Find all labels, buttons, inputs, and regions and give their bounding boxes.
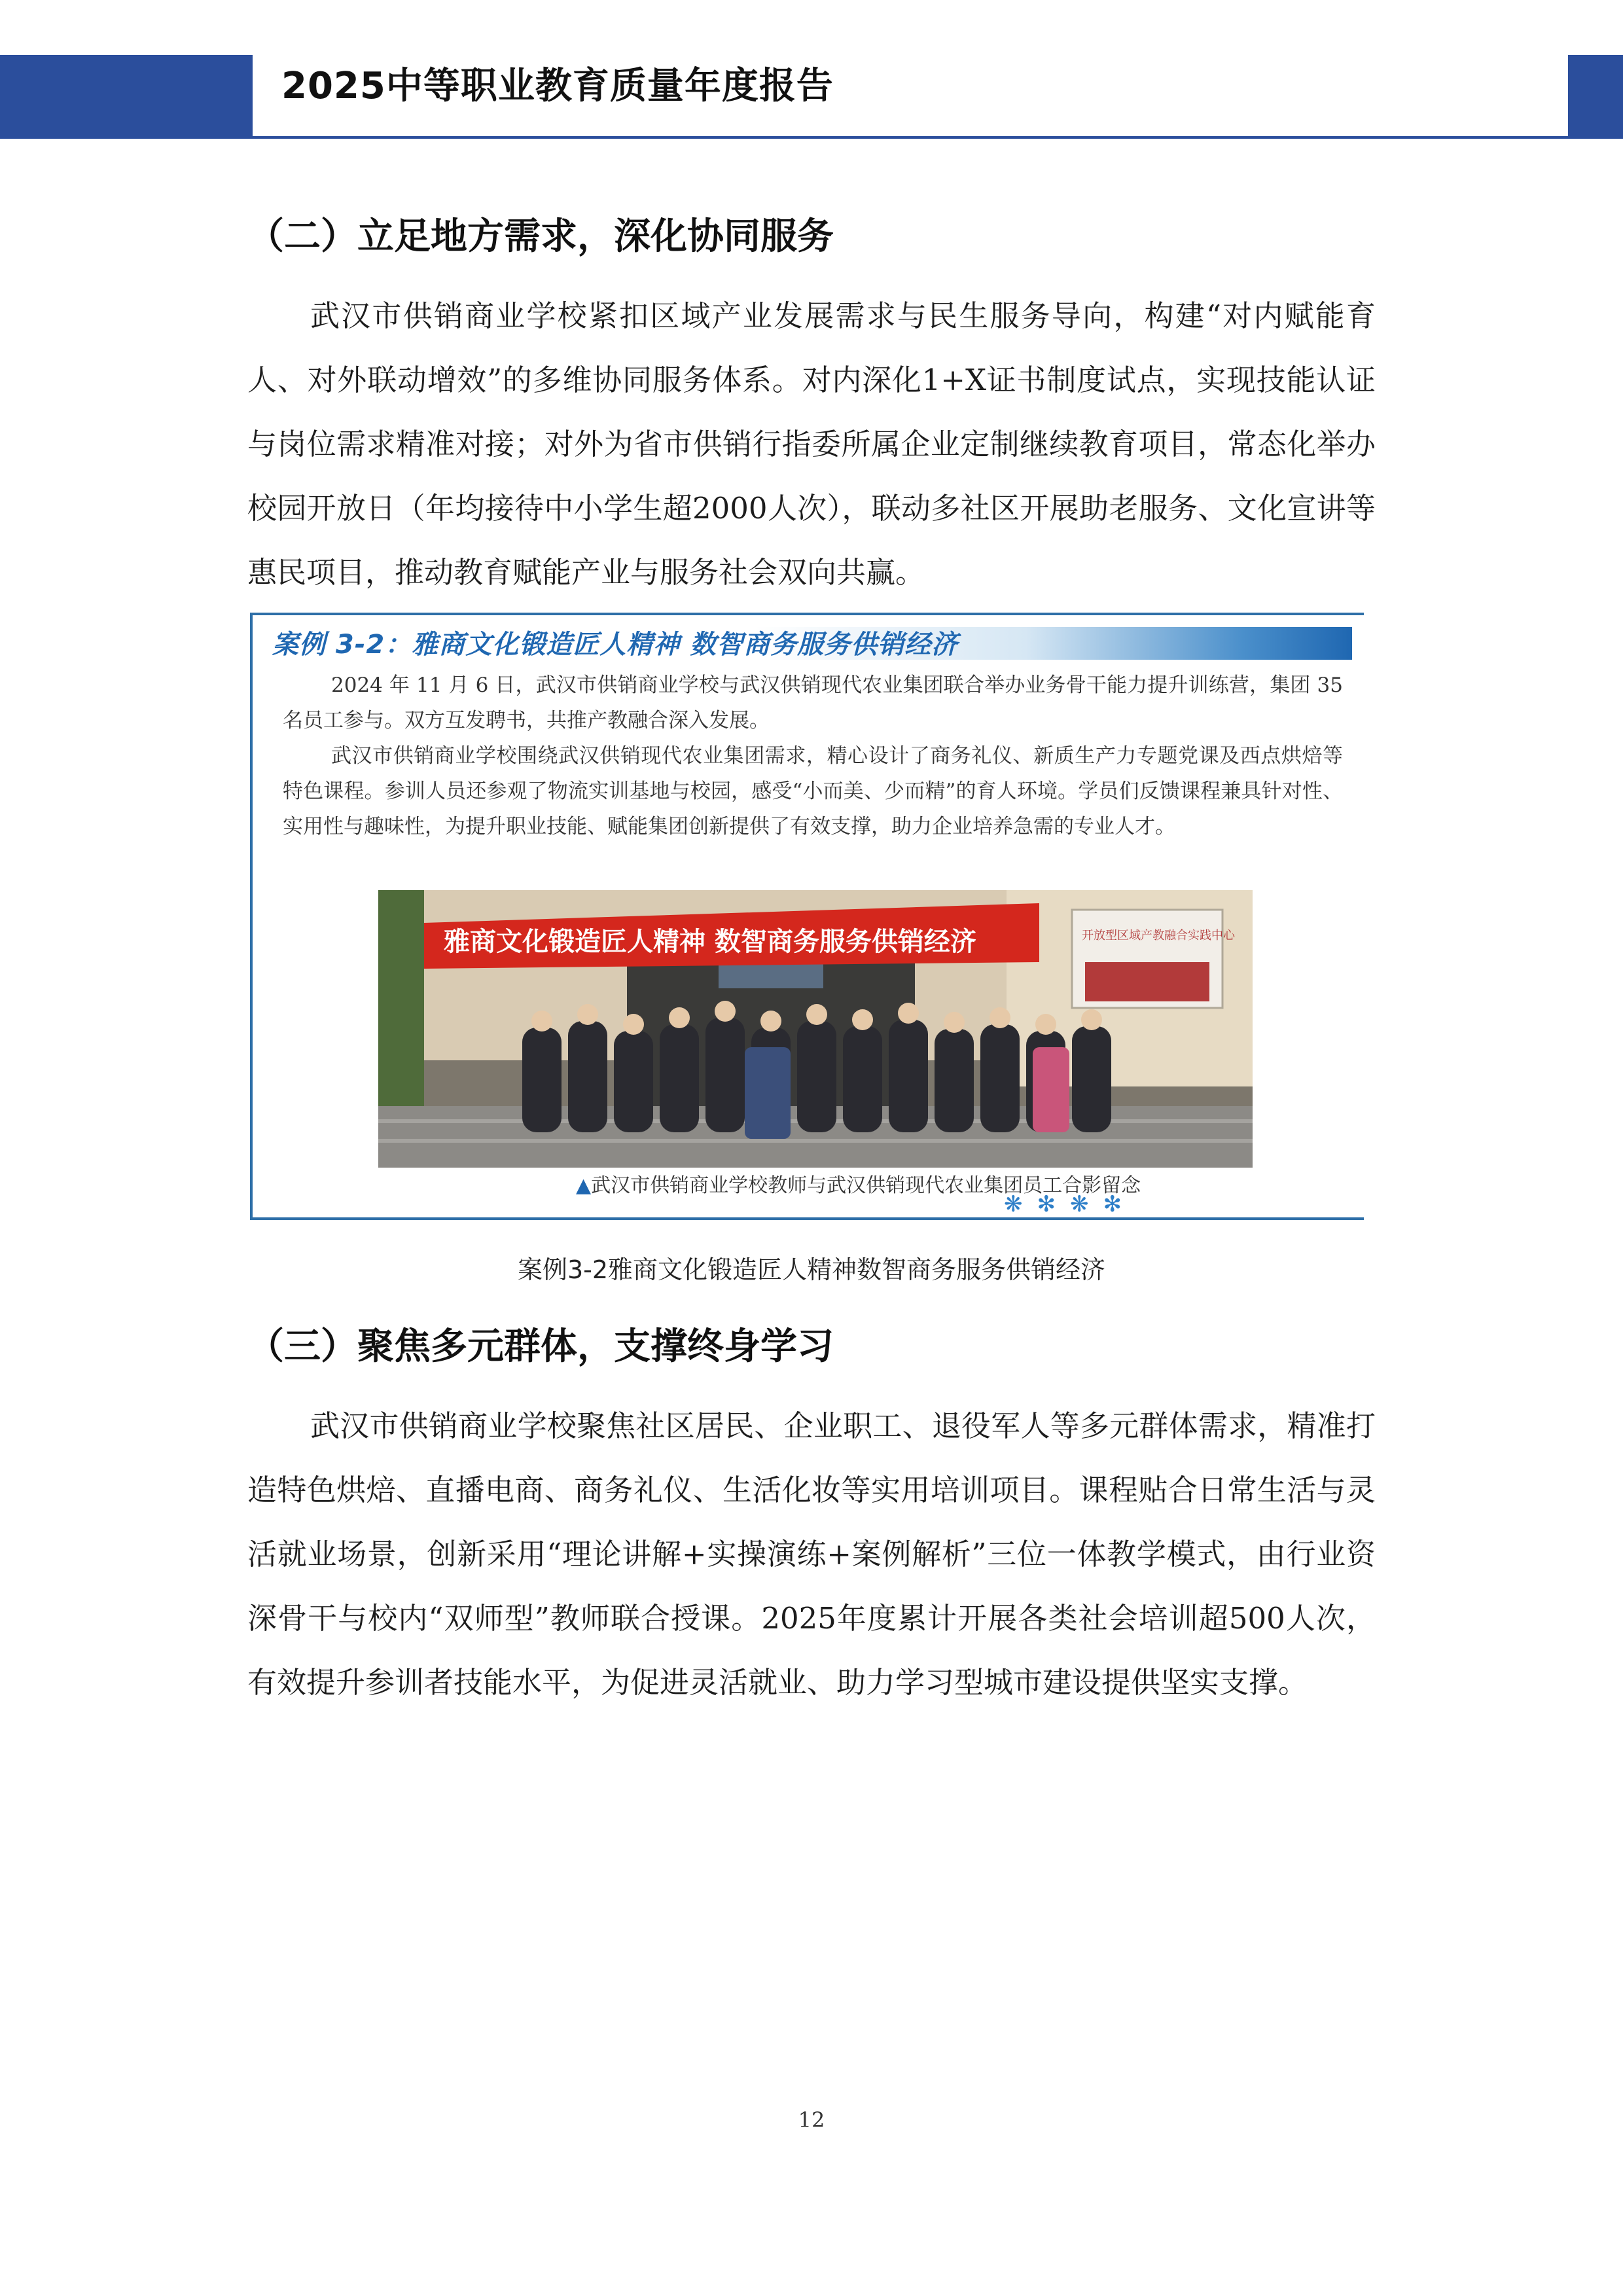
caption-marker-icon: ▲ xyxy=(576,1174,592,1197)
report-title: 2025中等职业教育质量年度报告 xyxy=(281,65,834,107)
photo-sign-text: 开放型区域产教融合实践中心 xyxy=(1082,929,1235,942)
photo-banner-text: 雅商文化锻造匠人精神 数智商务服务供销经济 xyxy=(444,927,976,957)
section-heading-2: （二）立足地方需求，深化协同服务 xyxy=(247,215,834,258)
section-heading-3: （三）聚焦多元群体，支撑终身学习 xyxy=(247,1325,834,1368)
section-paragraph-2: 武汉市供销商业学校紧扣区域产业发展需求与民生服务导向，构建“对内赋能育人、对外联动增效”的多维协同服务体系。对内深化1+X证书制度试点，实现技能认证与岗位需求精准对接；对外为省市供销行指委所属企业定制继续教育项目，常态化举办校园开放日（年均接待中小学生超2000人次），联动多社区开展助老服务、文化宣讲等惠民项目，推动教育赋能产业与服务社会双向共赢。 xyxy=(247,298,1376,590)
section-paragraph-3: 武汉市供销商业学校聚焦社区居民、企业职工、退役军人等多元群体需求，精准打造特色烘焙、直播电商、商务礼仪、生活化妆等实用培训项目。课程贴合日常生活与灵活就业场景，创新采用“理论讲解+实操演练+案例解析”三位一体教学模式，由行业资深骨干与校内“双师型”教师联合授课。2025年度累计开展各类社会培训超500人次，有效提升参训者技能水平，为促进灵活就业、助力学习型城市建设提供坚实支撑。 xyxy=(247,1408,1376,1700)
header-accent-left xyxy=(0,55,253,139)
case-title: 案例 3-2：雅商文化锻造匠人精神 数智商务服务供销经济 xyxy=(272,630,959,660)
header-rule xyxy=(253,136,1568,139)
photo-caption-text: 武汉市供销商业学校教师与武汉供销现代农业集团员工合影留念 xyxy=(591,1174,1141,1197)
page-number: 12 xyxy=(798,2108,825,2132)
case-box xyxy=(250,613,1364,1220)
case-paragraph-1: 2024 年 11 月 6 日，武汉市供销商业学校与武汉供销现代农业集团联合举办业务骨干能力提升训练营，集团 35 名员工参与。双方互发聘书，共推产教融合深入发展。 xyxy=(283,673,1343,732)
figure-caption: 案例3-2雅商文化锻造匠人精神数智商务服务供销经济 xyxy=(517,1255,1106,1284)
case-paragraph-2: 武汉市供销商业学校围绕武汉供销现代农业集团需求，精心设计了商务礼仪、新质生产力专题党课及西点烘焙等特色课程。参训人员还参观了物流实训基地与校园，感受“小而美、少而精”的育人环境。学员们反馈课程兼具针对性、实用性与趣味性，为提升职业技能、赋能集团创新提供了有效支撑，助力企业培养急需的专业人才。 xyxy=(283,744,1343,838)
decoration-stars-icon: ❋✻❋✻ xyxy=(1004,1191,1136,1217)
header-accent-right xyxy=(1568,55,1623,139)
group-photo xyxy=(378,890,1253,1168)
